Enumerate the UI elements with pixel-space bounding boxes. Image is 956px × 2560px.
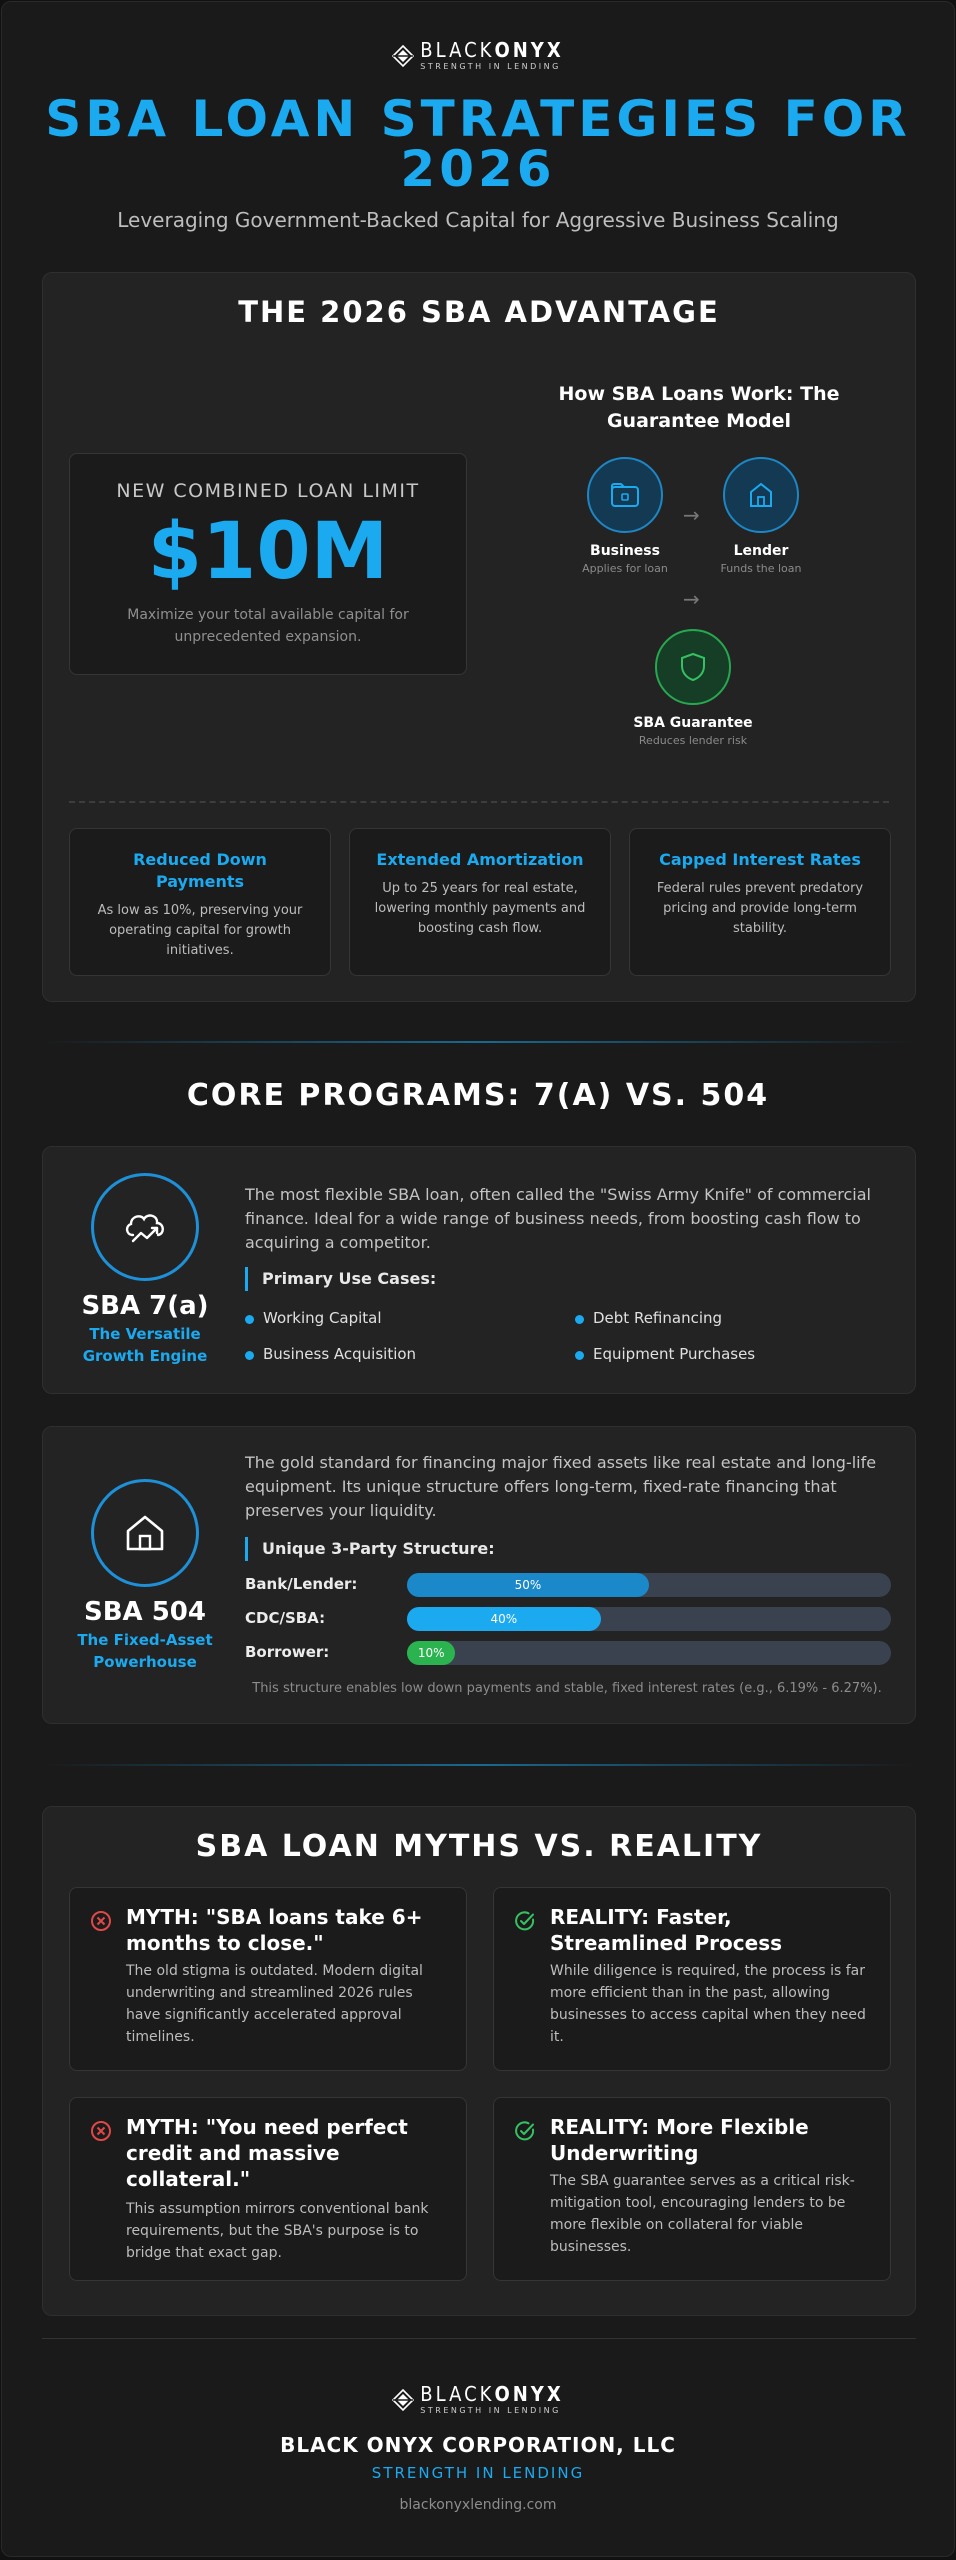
prog-504-desc: The gold standard for financing major fixed assets like real estate and long-life equipment. Its unique structure offers long-term, fixed-rate financing that preserves your liquidity.: [245, 1453, 877, 1520]
use-case-item: Business Acquisition: [245, 1345, 416, 1363]
footer-tagline: STRENGTH IN LENDING: [371, 2464, 585, 2482]
structure-note: This structure enables low down payments and stable, fixed interest rates (e.g., 6.19% - 6.27%).: [252, 1681, 882, 1696]
myth-body: The SBA guarantee serves as a critical risk-mitigation tool, encouraging lenders to be more flexible on collateral for viable businesses.: [550, 2173, 855, 2255]
myth-title: MYTH: "You need perfect credit and massive collateral.": [126, 2115, 408, 2191]
feature-desc: Federal rules prevent predatory pricing and provide long-term stability.: [656, 881, 864, 936]
cloud-growth-icon: [119, 1201, 171, 1253]
myth-box: [69, 1887, 467, 2071]
myth-body: The old stigma is outdated. Modern digital underwriting and streamlined 2026 rules have significantly accelerated approval timelines.: [126, 1963, 423, 2045]
feature-desc: As low as 10%, preserving your operating capital for growth initiatives.: [97, 903, 303, 958]
prog-504-sub: The Fixed-Asset Powerhouse: [77, 1631, 213, 1671]
reality-box: [493, 1887, 891, 2071]
divider: [69, 801, 889, 803]
structure-bar-fill: 40%: [407, 1607, 601, 1631]
loan-limit-label: NEW COMBINED LOAN LIMIT: [116, 480, 420, 502]
prog-504-badge: [91, 1479, 199, 1587]
use-case-item: Debt Refinancing: [575, 1309, 722, 1327]
section-divider: [42, 1041, 916, 1043]
feature-title: Extended Amortization: [376, 850, 584, 869]
advantage-heading: THE 2026 SBA ADVANTAGE: [238, 295, 720, 329]
use-case-item: Working Capital: [245, 1309, 382, 1327]
use-case-item: Equipment Purchases: [575, 1345, 755, 1363]
x-circle-icon: [90, 2120, 112, 2142]
node-lender-sub: Funds the loan: [720, 562, 802, 575]
structure-bar-track: [407, 1573, 891, 1597]
feature-title: Reduced Down Payments: [133, 850, 267, 891]
structure-bar-label: Bank/Lender:: [245, 1575, 358, 1593]
structure-bar-track: [407, 1607, 891, 1631]
structure-bar-track: [407, 1641, 891, 1665]
check-circle-icon: [514, 2120, 536, 2142]
reality-box: [493, 2097, 891, 2281]
myth-title: REALITY: Faster, Streamlined Process: [550, 1905, 783, 1955]
use-cases-heading: Primary Use Cases:: [245, 1267, 436, 1291]
feature-card: [629, 828, 891, 976]
myth-body: This assumption mirrors conventional bank requirements, but the SBA's purpose is to bridge that exact gap.: [126, 2201, 429, 2261]
logo-wordmark: BLACKONYX: [420, 2382, 564, 2406]
structure-bar-label: CDC/SBA:: [245, 1609, 326, 1627]
structure-bar-fill: 10%: [407, 1641, 455, 1665]
logo-tagline: STRENGTH IN LENDING: [420, 2406, 561, 2415]
myth-title: REALITY: More Flexible Underwriting: [550, 2115, 809, 2165]
arrow-down-icon: →: [683, 587, 700, 611]
node-lender: [691, 457, 831, 575]
structure-heading: Unique 3-Party Structure:: [245, 1537, 495, 1561]
myths-card: [42, 1806, 916, 2316]
prog-7a-badge: [91, 1173, 199, 1281]
node-sba-label: SBA Guarantee: [633, 715, 753, 731]
guarantee-model-title: How SBA Loans Work: The Guarantee Model: [558, 383, 840, 432]
folder-icon: [608, 478, 642, 512]
myth-body: While diligence is required, the process is far more efficient than in the past, allowing businesses to access capital when they need it.: [550, 1963, 866, 2045]
prog-7a-desc: The most flexible SBA loan, often called the "Swiss Army Knife" of commercial finance. Ideal for a wide range of business needs, from boosting cash flow to acquiring a competitor.: [245, 1185, 871, 1252]
prog-504-name: SBA 504: [84, 1597, 206, 1627]
sba-504-card: [42, 1426, 916, 1724]
node-business-label: Business: [590, 543, 660, 559]
myths-heading: SBA LOAN MYTHS VS. REALITY: [195, 1829, 763, 1864]
header-logo: [2, 40, 954, 72]
check-circle-icon: [514, 1910, 536, 1932]
footer-company: BLACK ONYX CORPORATION, LLC: [280, 2433, 676, 2457]
x-circle-icon: [90, 1910, 112, 1932]
house-icon: [121, 1509, 169, 1557]
advantage-card: [42, 272, 916, 1002]
footer-divider: [42, 2338, 916, 2339]
structure-bar-label: Borrower:: [245, 1643, 330, 1661]
onyx-diamond-icon: [392, 45, 414, 67]
myth-title: MYTH: "SBA loans take 6+ months to close.": [126, 1905, 423, 1955]
loan-limit-box: [69, 453, 467, 675]
node-business-sub: Applies for loan: [582, 562, 668, 575]
node-lender-label: Lender: [733, 543, 789, 559]
shield-icon: [676, 650, 710, 684]
bank-icon: [744, 478, 778, 512]
prog-7a-sub: The Versatile Growth Engine: [82, 1325, 208, 1365]
logo-tagline: STRENGTH IN LENDING: [420, 62, 561, 71]
page-subtitle: Leveraging Government-Backed Capital for Aggressive Business Scaling: [117, 208, 839, 232]
footer-url-link[interactable]: blackonyxlending.com: [399, 2497, 557, 2513]
loan-limit-desc: Maximize your total available capital for unprecedented expansion.: [127, 607, 409, 645]
programs-heading: CORE PROGRAMS: 7(A) VS. 504: [186, 1078, 770, 1113]
feature-desc: Up to 25 years for real estate, lowering monthly payments and boosting cash flow.: [374, 881, 586, 936]
loan-limit-value: $10M: [147, 507, 389, 597]
feature-card: [349, 828, 611, 976]
prog-7a-name: SBA 7(a): [81, 1291, 209, 1321]
node-sba-guarantee: [623, 629, 763, 747]
feature-title: Capped Interest Rates: [659, 850, 861, 869]
footer-logo: [2, 2384, 954, 2416]
node-business: [555, 457, 695, 575]
node-sba-sub: Reduces lender risk: [638, 734, 748, 747]
arrow-right-icon: →: [683, 503, 700, 527]
page-title: SBA LOAN STRATEGIES FOR 2026: [45, 90, 911, 198]
feature-card: [69, 828, 331, 976]
onyx-diamond-icon: [392, 2389, 414, 2411]
section-divider: [42, 1764, 916, 1766]
infographic-page: [1, 1, 955, 2557]
logo-wordmark: BLACKONYX: [420, 38, 564, 62]
sba-7a-card: [42, 1146, 916, 1394]
structure-bar-fill: 50%: [407, 1573, 649, 1597]
myth-box: [69, 2097, 467, 2281]
